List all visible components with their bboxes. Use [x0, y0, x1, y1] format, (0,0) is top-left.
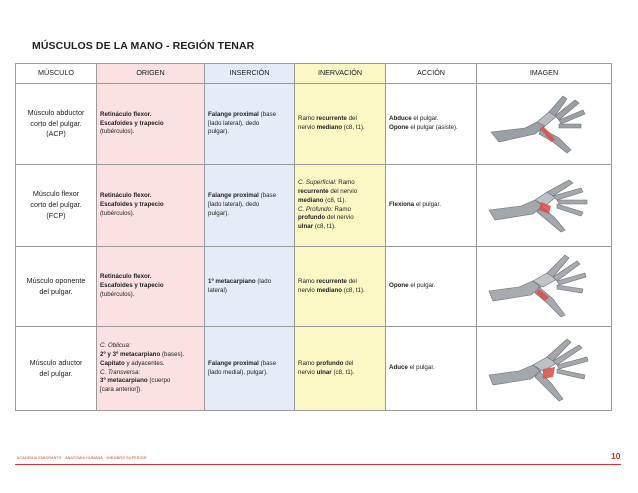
cell-origen: [97, 247, 205, 327]
header-imagen: IMAGEN: [477, 64, 612, 84]
inervacion-text: C. Profundo:: [298, 205, 333, 213]
cell-musculo: [16, 84, 97, 165]
cell-musculo: [16, 327, 97, 411]
musculo-line: Músculo flexor: [32, 189, 80, 199]
accion-text: el pulgar (asiste).: [408, 124, 458, 131]
cell-insercion: [205, 165, 295, 247]
cell-origen: [97, 327, 205, 411]
cell-inervacion: [295, 327, 386, 411]
footer-text: ACADEMIA EMIGRANTS · ANATOMÍA HUMANA · MIEMBRO SUPERIOR: [17, 456, 147, 460]
origen-text: Escafoides y trapecio: [100, 201, 164, 208]
inervacion-text: recurrente: [298, 187, 329, 195]
inervacion-text: ulnar: [298, 223, 314, 231]
accion-text: Opone: [389, 282, 409, 289]
inervacion-text: del: [343, 359, 354, 367]
origen-text: (tubérculos).: [100, 290, 135, 298]
accion-text: Abduce: [389, 115, 412, 123]
inervacion-text: C. Superficial:: [298, 178, 337, 186]
cell-insercion: [205, 84, 295, 165]
musculo-line: (FCP): [46, 210, 66, 220]
inervacion-text: recurrente: [316, 277, 347, 285]
table-row: [16, 247, 612, 327]
origen-text: (cuerpo: [147, 377, 171, 385]
musculo-line: corto del pulgar.: [30, 118, 82, 128]
insercion-text: 1º metacarpiano: [208, 277, 256, 285]
cell-inervacion: [295, 247, 386, 327]
musculo-line: Músculo aductor: [29, 357, 83, 367]
accion-text: Opone: [389, 124, 409, 131]
cell-accion: [386, 84, 477, 165]
origen-text: Escafoides y trapecio: [100, 282, 164, 289]
inervacion-text: nervio: [298, 286, 317, 294]
cell-origen: [97, 165, 205, 247]
inervacion-text: Ramo: [298, 115, 317, 123]
inervacion-text: del: [346, 115, 357, 123]
origen-text: Retináculo flexor.: [100, 273, 152, 281]
insercion-text: Falange proximal: [208, 110, 259, 118]
cell-inervacion: [295, 84, 386, 165]
cell-accion: [386, 247, 477, 327]
hand-ad-illustration: [485, 331, 603, 407]
insercion-text: [lado lateral), dedo: [208, 119, 260, 127]
cell-imagen: [477, 247, 612, 327]
inervacion-text: nervio: [298, 124, 317, 131]
origen-text: Capitato: [100, 359, 125, 367]
inervacion-text: del nervio: [325, 214, 354, 222]
inervacion-text: mediano: [316, 124, 343, 131]
table-row: [16, 84, 612, 165]
accion-text: el pulgar.: [411, 115, 439, 123]
inervacion-text: (c8, t1).: [331, 368, 355, 376]
origen-text: (tubérculos).: [100, 128, 135, 136]
cell-accion: [386, 327, 477, 411]
musculo-line: (ACP): [46, 129, 66, 139]
origen-text: Escafoides y trapecio: [100, 119, 164, 127]
inervacion-text: Ramo: [336, 178, 355, 186]
muscles-table: [15, 63, 612, 411]
inervacion-text: ulnar: [316, 368, 332, 376]
musculo-line: corto del pulgar.: [30, 200, 82, 210]
inervacion-text: nervio: [298, 368, 317, 376]
cell-imagen: [477, 165, 612, 247]
accion-text: el pulgar.: [407, 364, 435, 371]
origen-text: y adyacentes.: [124, 359, 165, 367]
accion-text: el pulgar.: [408, 282, 436, 289]
origen-text: 2º y 3º metacarpiano: [100, 350, 161, 358]
insercion-text: Falange proximal: [208, 359, 259, 367]
cell-imagen: [477, 327, 612, 411]
origen-text: C. Transversa:: [100, 368, 141, 376]
cell-musculo: [16, 247, 97, 327]
inervacion-text: del: [346, 277, 357, 285]
origen-text: (bases).: [160, 350, 185, 358]
musculo-line: Músculo oponente: [26, 275, 86, 285]
inervacion-text: recurrente: [316, 115, 347, 123]
header-insercion: INSERCIÓN: [205, 64, 295, 84]
inervacion-text: del nervio: [328, 187, 358, 195]
header-musculo: MÚSCULO: [16, 64, 97, 84]
inervacion-text: (c8, t1).: [342, 124, 365, 131]
cell-accion: [386, 165, 477, 247]
insercion-text: Falange proximal: [208, 192, 259, 200]
cell-origen: [97, 84, 205, 165]
inervacion-text: (c8, t1).: [313, 223, 336, 231]
footer-divider: [15, 464, 621, 465]
cell-musculo: [16, 165, 97, 247]
origen-text: 3º metacarpiano: [100, 377, 148, 385]
inervacion-text: profundo: [316, 359, 344, 367]
table-row: [16, 327, 612, 411]
insercion-text: (base: [258, 359, 277, 367]
accion-text: el pulgar.: [414, 201, 441, 208]
insercion-text: [lado medial), pulgar).: [208, 368, 268, 376]
inervacion-text: Ramo: [298, 277, 317, 285]
header-origen: ORIGEN: [97, 64, 205, 84]
page-number: 10: [611, 451, 621, 461]
origen-text: Retináculo flexor.: [100, 192, 152, 200]
musculo-line: Músculo abductor: [27, 107, 85, 117]
inervacion-text: (c8, t1).: [342, 286, 365, 294]
inervacion-text: mediano: [316, 286, 343, 294]
header-inervacion: INERVACIÓN: [295, 64, 386, 84]
insercion-text: (lado: [255, 277, 272, 285]
cell-imagen: [477, 84, 612, 165]
inervacion-text: Ramo: [298, 359, 317, 367]
cell-insercion: [205, 327, 295, 411]
insercion-text: lateral): [208, 286, 227, 294]
cell-inervacion: [295, 165, 386, 247]
inervacion-text: (c8, t1).: [323, 196, 347, 204]
page-title: MÚSCULOS DE LA MANO - REGIÓN TENAR: [32, 40, 255, 52]
insercion-text: pulgar).: [208, 209, 229, 217]
accion-text: Flexiona: [389, 201, 415, 208]
table-row: [16, 165, 612, 247]
origen-text: (tubérculos).: [100, 209, 135, 217]
musculo-line: del pulgar.: [39, 368, 73, 378]
hand-fcp-illustration: [485, 170, 603, 242]
origen-text: C. Oblicua:: [100, 341, 131, 349]
insercion-text: (base: [258, 110, 277, 118]
origen-text: [cara anterior]).: [100, 386, 142, 394]
cell-insercion: [205, 247, 295, 327]
inervacion-text: mediano: [298, 196, 324, 204]
insercion-text: (base: [258, 192, 277, 200]
inervacion-text: Ramo: [332, 205, 351, 213]
insercion-text: pulgar).: [208, 128, 229, 136]
insercion-text: [lado lateral), dedo: [208, 201, 260, 208]
table-header-row: [16, 64, 612, 84]
accion-text: Aduce: [389, 364, 408, 371]
musculo-line: del pulgar.: [39, 286, 73, 296]
hand-op-illustration: [485, 249, 603, 325]
inervacion-text: profundo: [298, 214, 326, 222]
origen-text: Retináculo flexor.: [100, 110, 152, 118]
header-accion: ACCIÓN: [386, 64, 477, 84]
hand-acp-illustration: [485, 88, 603, 160]
